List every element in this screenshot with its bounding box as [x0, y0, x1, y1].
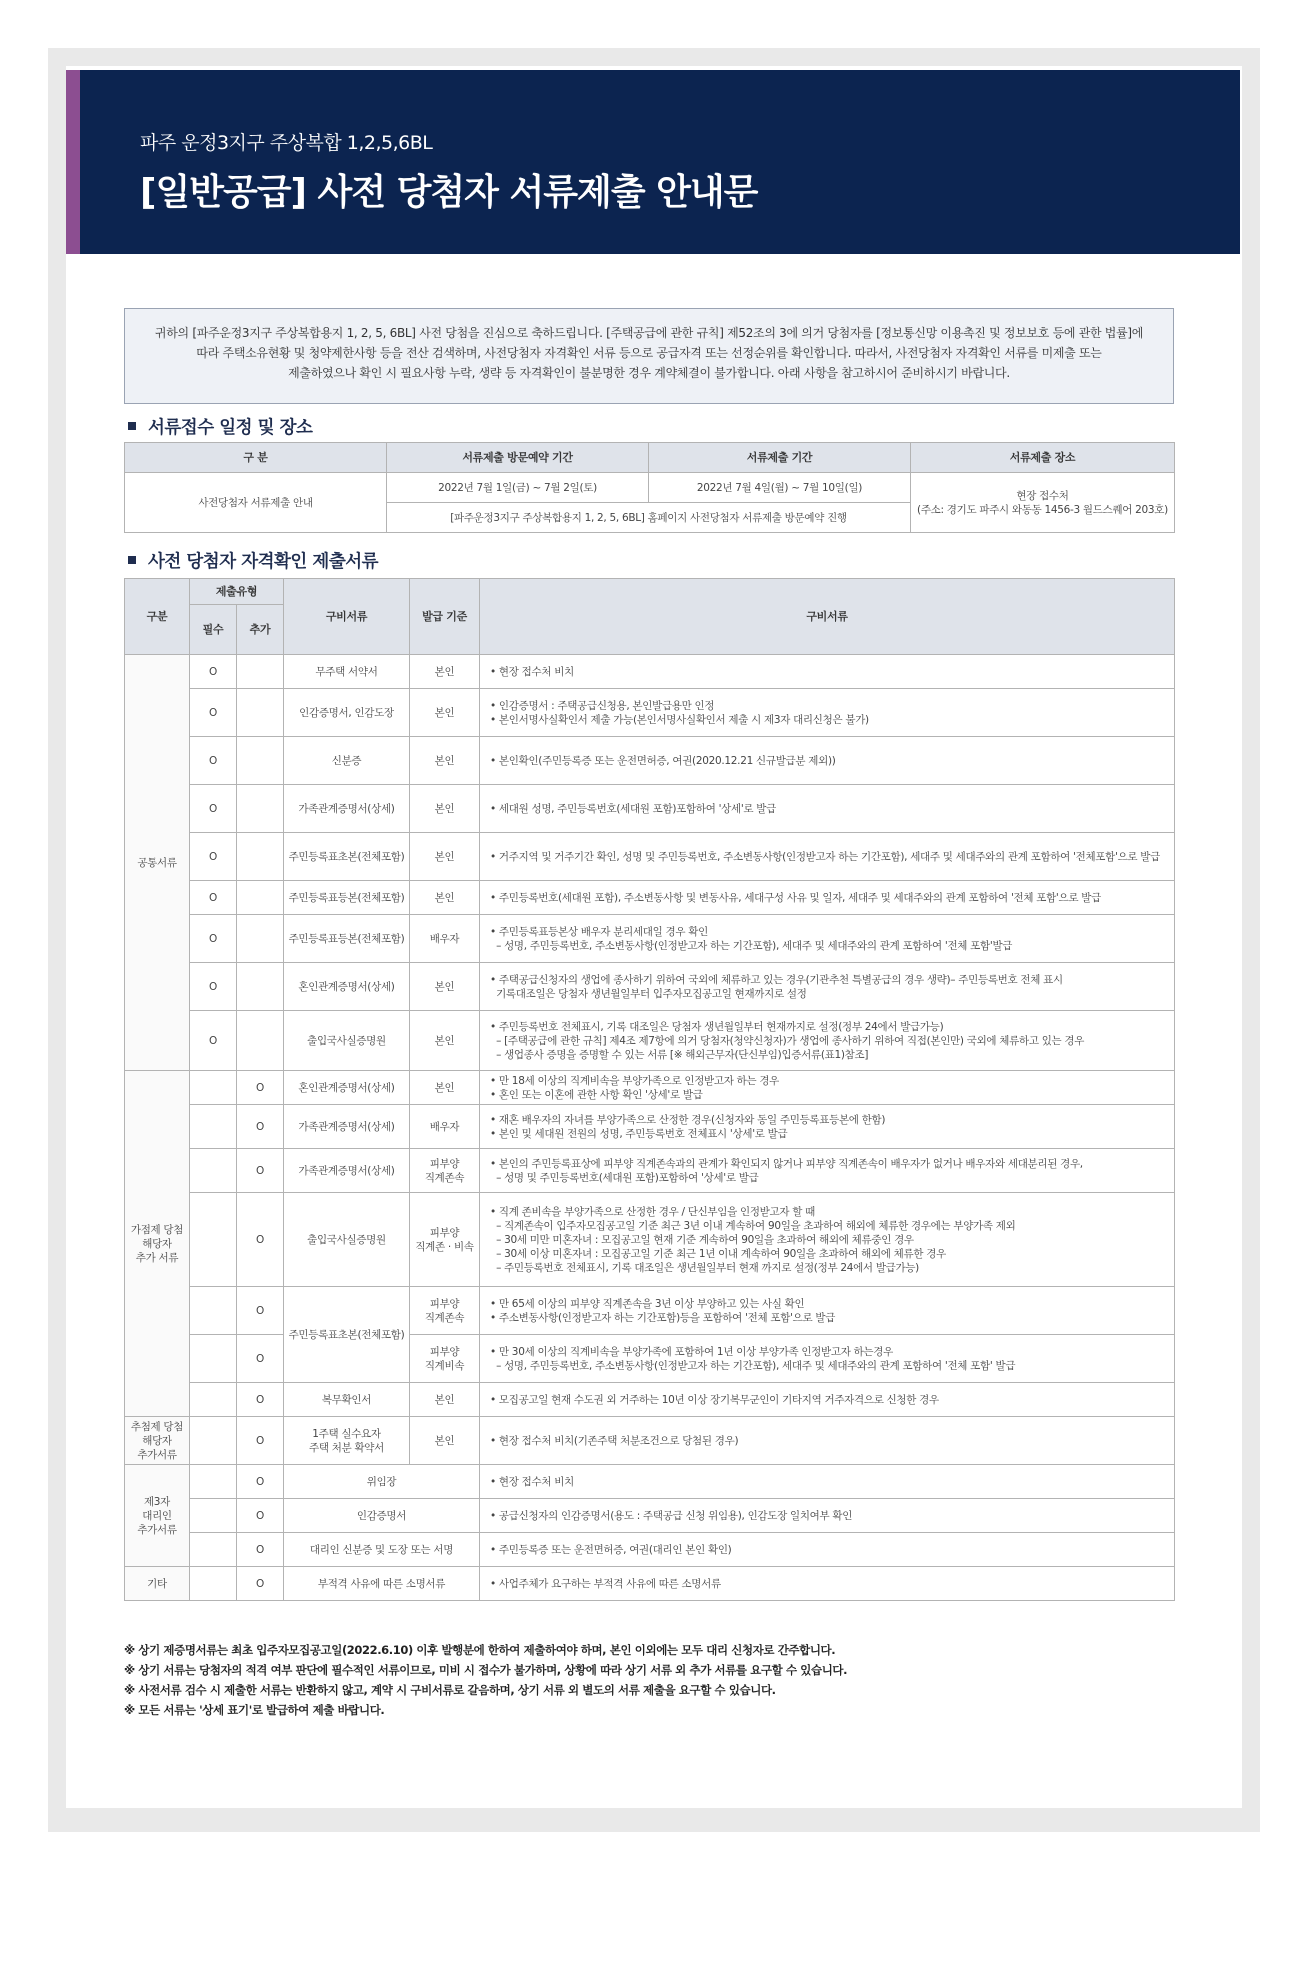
- extra-mark: O: [237, 1417, 284, 1465]
- extra-mark: [237, 881, 284, 915]
- required-mark: O: [190, 655, 237, 689]
- document-name: 혼인관계증명서(상세): [284, 1071, 410, 1105]
- header-accent-bar: [66, 70, 80, 254]
- issue-basis: 배우자: [410, 915, 480, 963]
- table-row: [125, 1465, 1175, 1499]
- document-detail: • 직계 존비속을 부양가족으로 산정한 경우 / 단신부임을 인정받고자 할 때 – 직계존속이 입주자모집공고일 기준 최근 3년 이내 계속하여 90일을 초과하여 해외에 체류한 경우에는 부양가족 제외 – 30세 미만 미혼자녀 : 모집공고일 현재 기준 계속하여 90일을 초과하여 해외에 체류중인 경우 – 30세 이상 미혼자녀 : 모집공고일 기준 최근 1년 이내 계속하여 90일을 초과하여 해외에 체류한 경우 – 주민등록번호 전체표시, 기록 대조일은 생년월일부터 현재 까지로 설정(정부 24에서 발급가능): [480, 1193, 1175, 1287]
- table-header: 추가: [237, 605, 284, 655]
- submit-place: 현장 접수처 (주소: 경기도 파주시 와동동 1456-3 월드스퀘어 203호): [911, 473, 1175, 533]
- footnote: ※ 상기 제증명서류는 최초 입주자모집공고일(2022.6.10) 이후 발행분에 한하여 제출하여야 하며, 본인 이외에는 모두 대리 신청자로 간주합니다.: [124, 1643, 836, 1657]
- extra-mark: O: [237, 1567, 284, 1601]
- extra-mark: O: [237, 1383, 284, 1417]
- document-detail: • 본인확인(주민등록증 또는 운전면허증, 여권(2020.12.21 신규발급분 제외)): [480, 737, 1175, 785]
- document-detail: • 공급신청자의 인감증명서(용도 : 주택공급 신청 위임용), 인감도장 일치여부 확인: [480, 1499, 1175, 1533]
- document-detail: • 주민등록번호 전체표시, 기록 대조일은 당첨자 생년월일부터 현재까지로 설정(정부 24에서 발급가능) – [주택공급에 관한 규칙] 제4조 제7항에 의거 당첨자(청약신청자)가 생업에 종사하기 위하여 직접(본인만) 국외에 체류하고 있는 경우 – 생업종사 증명을 증명할 수 있는 서류 [※ 해외근무자(단신부임)입증서류(표1)참조]: [480, 1011, 1175, 1071]
- table-row: [125, 785, 1175, 833]
- document-detail: • 주민등록번호(세대원 포함), 주소변동사항 및 변동사유, 세대구성 사유 및 일자, 세대주 및 세대주와의 관계 포함하여 '전체 포함'으로 발급: [480, 881, 1175, 915]
- table-header: 서류제출 기간: [649, 443, 911, 473]
- document-name: 가족관계증명서(상세): [284, 785, 410, 833]
- document-detail: • 거주지역 및 거주기간 확인, 성명 및 주민등록번호, 주소변동사항(인정받고자 하는 기간포함), 세대주 및 세대주와의 관계 포함하여 '전체포함'으로 발급: [480, 833, 1175, 881]
- issue-basis: 배우자: [410, 1105, 480, 1149]
- table-header: 발급 기준: [410, 579, 480, 655]
- document-name: 부적격 사유에 따른 소명서류: [284, 1567, 480, 1601]
- issue-basis: 본인: [410, 1383, 480, 1417]
- square-bullet-icon: [128, 556, 136, 564]
- table-row: [125, 1193, 1175, 1287]
- document-detail: • 주민등록증 또는 운전면허증, 여권(대리인 본인 확인): [480, 1533, 1175, 1567]
- table-row: [125, 1417, 1175, 1465]
- table-row: [125, 915, 1175, 963]
- document-name: 가족관계증명서(상세): [284, 1149, 410, 1193]
- required-mark: [190, 1465, 237, 1499]
- required-mark: O: [190, 737, 237, 785]
- required-mark: [190, 1533, 237, 1567]
- submit-period: 2022년 7월 4일(월) ~ 7월 10일(일): [649, 473, 911, 503]
- table-row: [125, 1071, 1175, 1105]
- group-cell-common: 공통서류: [125, 655, 190, 1071]
- issue-basis: 피부양 직계존속: [410, 1149, 480, 1193]
- document-detail: • 인감증명서 : 주택공급신청용, 본인발급용만 인정 • 본인서명사실확인서 제출 가능(본인서명사실확인서 제출 시 제3자 대리신청은 불가): [480, 689, 1175, 737]
- extra-mark: [237, 689, 284, 737]
- extra-mark: [237, 1011, 284, 1071]
- table-row: [125, 1499, 1175, 1533]
- required-mark: O: [190, 881, 237, 915]
- extra-mark: O: [237, 1465, 284, 1499]
- document-name: 인감증명서, 인감도장: [284, 689, 410, 737]
- required-mark: O: [190, 1011, 237, 1071]
- document-detail: • 본인의 주민등록표상에 피부양 직계존속과의 관계가 확인되지 않거나 피부양 직계존속이 배우자가 없거나 배우자와 세대분리된 경우, – 성명 및 주민등록번호(세대원 포함)포함하여 '상세'로 발급: [480, 1149, 1175, 1193]
- document-detail: • 현장 접수처 비치: [480, 1465, 1175, 1499]
- extra-mark: O: [237, 1105, 284, 1149]
- document-detail: • 만 30세 이상의 직계비속을 부양가족에 포함하여 1년 이상 부양가족 인정받고자 하는경우 – 성명, 주민등록번호, 주소변동사항(인정받고자 하는 기간포함), 세대주 및 세대주와의 관계 포함하여 '전체 포함' 발급: [480, 1335, 1175, 1383]
- schedule-category: 사전당첨자 서류제출 안내: [125, 473, 387, 533]
- table-header: 구분: [125, 579, 190, 655]
- table-row: [125, 1533, 1175, 1567]
- document-name: 주민등록표등본(전체포함): [284, 915, 410, 963]
- table-row: [125, 1287, 1175, 1335]
- table-row: [125, 1149, 1175, 1193]
- intro-line: 따라 주택소유현황 및 청약제한사항 등을 전산 검색하며, 사전당첨자 자격확인 서류 등으로 공급자격 또는 선정순위를 확인합니다. 따라서, 사전당첨자 자격확인 서류를 미제출 또는: [196, 346, 1102, 360]
- document-detail: • 사업주체가 요구하는 부적격 사유에 따른 소명서류: [480, 1567, 1175, 1601]
- table-header: 구 분: [125, 443, 387, 473]
- table-row: [125, 655, 1175, 689]
- table-header: 서류제출 방문예약 기간: [387, 443, 649, 473]
- intro-line: 귀하의 [파주운정3지구 주상복합용지 1, 2, 5, 6BL] 사전 당첨을 진심으로 축하드립니다. [주택공급에 관한 규칙] 제52조의 3에 의거 당첨자를 [정보통신망 이용촉진 및 정보보호 등에 관한 법률]에: [154, 326, 1144, 340]
- document-detail: • 주택공급신청자의 생업에 종사하기 위하여 국외에 체류하고 있는 경우(기관추천 특별공급의 경우 생략)– 주민등록번호 전체 표시 기록대조일은 당첨자 생년월일부터 입주자모집공고일 현재까지로 설정: [480, 963, 1175, 1011]
- header-subtitle: 파주 운정3지구 주상복합 1,2,5,6BL: [140, 132, 433, 154]
- issue-basis: 본인: [410, 655, 480, 689]
- document-name: 무주택 서약서: [284, 655, 410, 689]
- header-banner: [66, 70, 1240, 254]
- extra-mark: [237, 833, 284, 881]
- issue-basis: 본인: [410, 737, 480, 785]
- extra-mark: O: [237, 1533, 284, 1567]
- table-row: [125, 881, 1175, 915]
- required-mark: [190, 1149, 237, 1193]
- issue-basis: 본인: [410, 689, 480, 737]
- required-mark: [190, 1335, 237, 1383]
- extra-mark: O: [237, 1193, 284, 1287]
- group-cell-special: 추첨제 당첨 해당자 추가서류: [125, 1417, 190, 1465]
- extra-mark: [237, 785, 284, 833]
- document-name: 복무확인서: [284, 1383, 410, 1417]
- table-row: [125, 1105, 1175, 1149]
- required-mark: [190, 1383, 237, 1417]
- required-mark: [190, 1287, 237, 1335]
- extra-mark: O: [237, 1499, 284, 1533]
- document-detail: • 모집공고일 현재 수도권 외 거주하는 10년 이상 장기복무군인이 기타지역 거주자격으로 신청한 경우: [480, 1383, 1175, 1417]
- section-heading-documents: 사전 당첨자 자격확인 제출서류: [128, 548, 378, 573]
- required-mark: [190, 1499, 237, 1533]
- document-detail: • 주민등록표등본상 배우자 분리세대일 경우 확인 – 성명, 주민등록번호, 주소변동사항(인정받고자 하는 기간포함), 세대주 및 세대주와의 관계 포함하여 '전체 포함'발급: [480, 915, 1175, 963]
- table-row: [125, 963, 1175, 1011]
- intro-box: [124, 308, 1174, 404]
- footnote: ※ 상기 서류는 당첨자의 적격 여부 판단에 필수적인 서류이므로, 미비 시 접수가 불가하며, 상황에 따라 상기 서류 외 추가 서류를 요구할 수 있습니다.: [124, 1663, 848, 1677]
- issue-basis: 본인: [410, 1417, 480, 1465]
- extra-mark: O: [237, 1335, 284, 1383]
- issue-basis: 피부양 직계비속: [410, 1335, 480, 1383]
- schedule-table: [124, 442, 1175, 533]
- extra-mark: O: [237, 1287, 284, 1335]
- document-name: 가족관계증명서(상세): [284, 1105, 410, 1149]
- document-name: 인감증명서: [284, 1499, 480, 1533]
- document-name: 주민등록표등본(전체포함): [284, 881, 410, 915]
- document-name: 혼인관계증명서(상세): [284, 963, 410, 1011]
- document-detail: • 만 18세 이상의 직계비속을 부양가족으로 인정받고자 하는 경우 • 혼인 또는 이혼에 관한 사항 확인 '상세'로 발급: [480, 1071, 1175, 1105]
- issue-basis: 본인: [410, 881, 480, 915]
- issue-basis: 본인: [410, 833, 480, 881]
- required-mark: [190, 1193, 237, 1287]
- section-heading-schedule: 서류접수 일정 및 장소: [128, 414, 312, 439]
- table-header: 필수: [190, 605, 237, 655]
- table-header: 구비서류: [284, 579, 410, 655]
- table-header: 구비서류: [480, 579, 1175, 655]
- required-mark: [190, 1417, 237, 1465]
- extra-mark: O: [237, 1149, 284, 1193]
- extra-mark: O: [237, 1071, 284, 1105]
- header-title: [일반공급] 사전 당첨자 서류제출 안내문: [140, 172, 758, 213]
- document-name: 주민등록표초본(전체포함): [284, 1287, 410, 1383]
- table-row: [125, 1567, 1175, 1601]
- document-name: 주민등록표초본(전체포함): [284, 833, 410, 881]
- required-mark: O: [190, 785, 237, 833]
- table-header: 서류제출 장소: [911, 443, 1175, 473]
- group-cell-etc: 기타: [125, 1567, 190, 1601]
- required-mark: [190, 1105, 237, 1149]
- issue-basis: 본인: [410, 1071, 480, 1105]
- footnote: ※ 모든 서류는 '상세 표기'로 발급하여 제출 바랍니다.: [124, 1703, 385, 1717]
- table-row: [125, 737, 1175, 785]
- issue-basis: 피부양 직계존속: [410, 1287, 480, 1335]
- table-row: [125, 833, 1175, 881]
- document-name: 신분증: [284, 737, 410, 785]
- document-detail: • 현장 접수처 비치(기존주택 처분조건으로 당첨된 경우): [480, 1417, 1175, 1465]
- document-detail: • 만 65세 이상의 피부양 직계존속을 3년 이상 부양하고 있는 사실 확인 • 주소변동사항(인정받고자 하는 기간포함)등을 포함하여 '전체 포함'으로 발급: [480, 1287, 1175, 1335]
- footnote: ※ 사전서류 검수 시 제출한 서류는 반환하지 않고, 계약 시 구비서류로 갈음하며, 상기 서류 외 별도의 서류 제출을 요구할 수 있습니다.: [124, 1683, 776, 1697]
- issue-basis: 본인: [410, 1011, 480, 1071]
- document-detail: • 재혼 배우자의 자녀를 부양가족으로 산정한 경우(신청자와 동일 주민등록표등본에 한함) • 본인 및 세대원 전원의 성명, 주민등록번호 전체표시 '상세'로 발급: [480, 1105, 1175, 1149]
- document-name: 대리인 신분증 및 도장 또는 서명: [284, 1533, 480, 1567]
- document-detail: • 세대원 성명, 주민등록번호(세대원 포함)포함하여 '상세'로 발급: [480, 785, 1175, 833]
- document-name: 위임장: [284, 1465, 480, 1499]
- reserve-note: [파주운정3지구 주상복합용지 1, 2, 5, 6BL] 홈페이지 사전당첨자 서류제출 방문예약 진행: [387, 503, 911, 533]
- document-name: 1주택 실수요자 주택 처분 확약서: [284, 1417, 410, 1465]
- documents-table: [124, 578, 1175, 1601]
- extra-mark: [237, 963, 284, 1011]
- document-paper: [66, 66, 1242, 1808]
- table-header: 제출유형: [190, 579, 284, 605]
- required-mark: O: [190, 689, 237, 737]
- group-cell-family: 가점제 당첨 해당자 추가 서류: [125, 1071, 190, 1417]
- issue-basis: 본인: [410, 963, 480, 1011]
- table-row: [125, 1335, 1175, 1383]
- required-mark: O: [190, 833, 237, 881]
- footnotes: [124, 1640, 1174, 1720]
- table-row: [125, 1383, 1175, 1417]
- issue-basis: 피부양 직계존 · 비속: [410, 1193, 480, 1287]
- table-row: [125, 1011, 1175, 1071]
- issue-basis: 본인: [410, 785, 480, 833]
- document-name: 출입국사실증명원: [284, 1193, 410, 1287]
- intro-line: 제출하였으나 확인 시 필요사항 누락, 생략 등 자격확인이 불분명한 경우 계약체결이 불가합니다. 아래 사항을 참고하시어 준비하시기 바랍니다.: [288, 366, 1010, 380]
- required-mark: [190, 1567, 237, 1601]
- extra-mark: [237, 655, 284, 689]
- square-bullet-icon: [128, 422, 136, 430]
- document-detail: • 현장 접수처 비치: [480, 655, 1175, 689]
- required-mark: O: [190, 963, 237, 1011]
- table-row: [125, 689, 1175, 737]
- required-mark: [190, 1071, 237, 1105]
- group-cell-proxy: 제3자 대리인 추가서류: [125, 1465, 190, 1567]
- extra-mark: [237, 915, 284, 963]
- extra-mark: [237, 737, 284, 785]
- required-mark: O: [190, 915, 237, 963]
- document-name: 출입국사실증명원: [284, 1011, 410, 1071]
- reserve-period: 2022년 7월 1일(금) ~ 7월 2일(토): [387, 473, 649, 503]
